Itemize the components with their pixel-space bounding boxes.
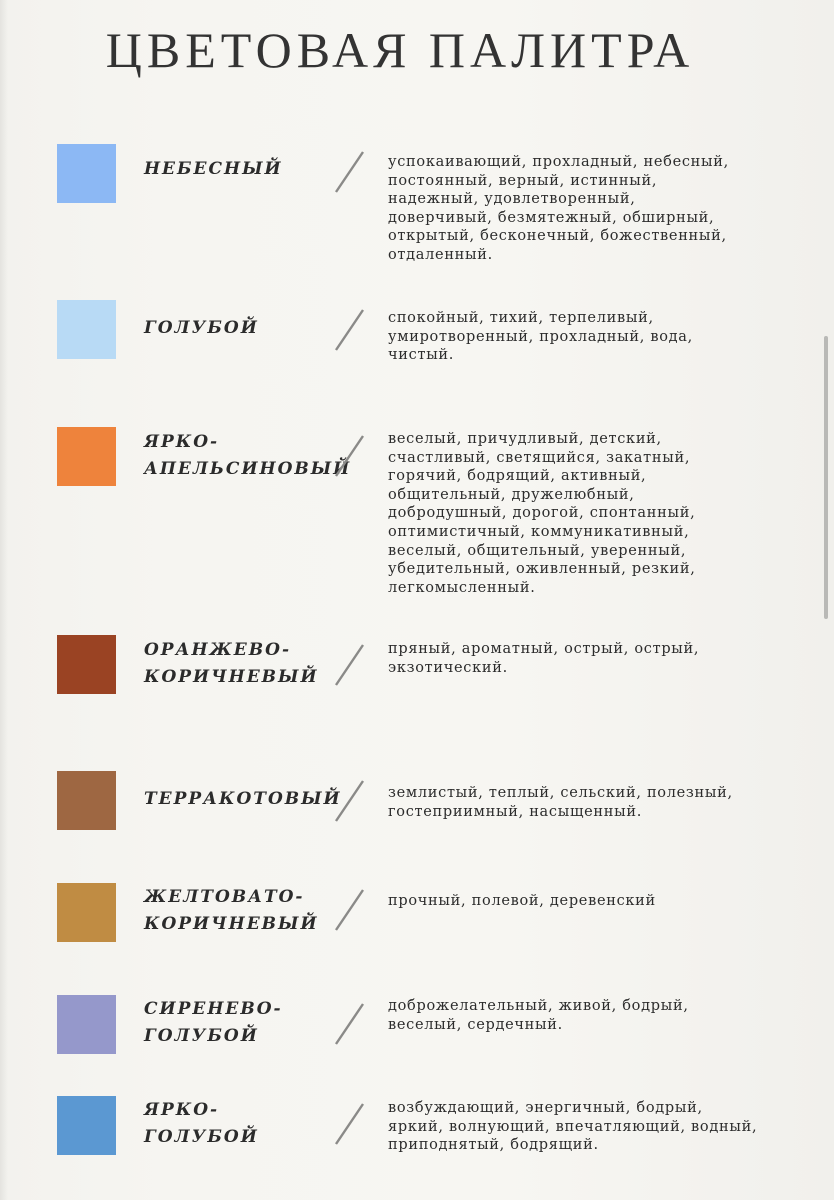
color-description: доброжелательный, живой, бодрый, веселый, сердечный. <box>388 998 689 1033</box>
page-title: ЦВЕТОВАЯ ПАЛИТРА <box>105 22 695 78</box>
color-swatch <box>57 635 116 694</box>
slash-divider <box>333 779 367 823</box>
color-swatch <box>57 1096 116 1155</box>
color-swatch <box>57 771 116 830</box>
color-swatch <box>57 995 116 1054</box>
slash-divider <box>333 1102 367 1146</box>
color-swatch <box>57 883 116 942</box>
page-edge-shadow <box>0 0 8 1200</box>
color-name: ЯРКО- ГОЛУБОЙ <box>144 1100 259 1147</box>
color-swatch <box>57 427 116 486</box>
color-description: возбуждающий, энергичный, бодрый, яркий, волнующий, впечатляющий, водный, приподнятый, бодрящий. <box>388 1100 758 1154</box>
slash-divider <box>333 434 367 478</box>
color-swatch <box>57 300 116 359</box>
color-description: пряный, ароматный, острый, острый, экзотический. <box>388 641 700 676</box>
color-name: НЕБЕСНЫЙ <box>144 159 283 179</box>
slash-divider <box>333 888 367 932</box>
color-description: прочный, полевой, деревенский <box>388 893 656 909</box>
color-description: землистый, теплый, сельский, полезный, гостеприимный, насыщенный. <box>388 785 733 820</box>
color-name: ТЕРРАКОТОВЫЙ <box>144 789 342 809</box>
color-swatch <box>57 144 116 203</box>
color-name: ГОЛУБОЙ <box>144 318 259 338</box>
scrollbar-thumb[interactable] <box>824 336 828 619</box>
slash-divider <box>333 643 367 687</box>
color-name: СИРЕНЕВО- ГОЛУБОЙ <box>144 999 283 1046</box>
slash-divider <box>333 1002 367 1046</box>
slash-divider <box>333 150 367 194</box>
color-description: веселый, причудливый, детский, счастливый, светящийся, закатный, горячий, бодрящий, активный, общительный, дружелюбный, добродушный, дорогой, спонтанный, оптимистичный, коммуникативный, веселый, общительный, уверенный, убедительный, оживленный, резкий, легкомысленный. <box>388 431 696 596</box>
color-name: ЯРКО- АПЕЛЬСИНОВЫЙ <box>144 432 352 479</box>
slash-divider <box>333 308 367 352</box>
color-description: спокойный, тихий, терпеливый, умиротворенный, прохладный, вода, чистый. <box>388 310 693 364</box>
color-description: успокаивающий, прохладный, небесный, постоянный, верный, истинный, надежный, удовлетворенный, доверчивый, безмятежный, обширный, открытый, бесконечный, божественный, отдаленный. <box>388 154 729 263</box>
color-name: ОРАНЖЕВО- КОРИЧНЕВЫЙ <box>144 640 319 687</box>
color-name: ЖЕЛТОВАТО- КОРИЧНЕВЫЙ <box>144 887 319 934</box>
